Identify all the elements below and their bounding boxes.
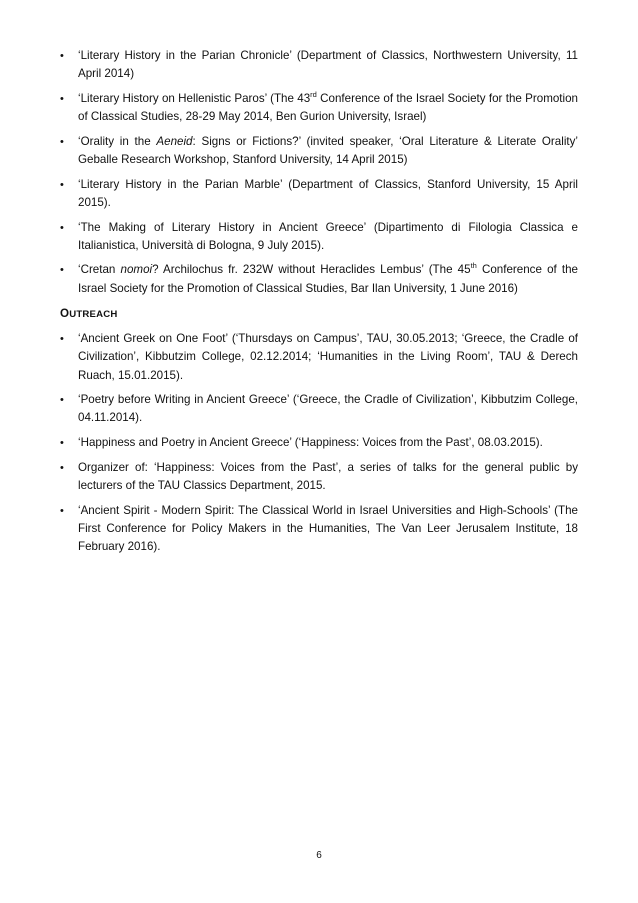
outreach-heading (60, 307, 118, 320)
list-item-text (78, 263, 578, 294)
bullet-icon: • (60, 178, 64, 191)
text-segment: ‘Literary History on Hellenistic Paros’ (The 43 (78, 91, 311, 105)
bullet-icon: • (60, 394, 64, 407)
text-segment: Conference of the Israel Society for the Promotion of Classical Studies, 28-29 May 2014, Ben Gurion University, Israel) (78, 91, 578, 124)
text-segment: ‘Ancient Spirit - Modern Spirit: The Classical World in Israel Universities and High-Schools’ (The First Conference for Policy Makers in the Humanities, The Van Leer Jerusalem Institute, 18 February 2016). (78, 503, 578, 554)
italic-text: Aeneid (156, 134, 193, 148)
bullet-icon: • (60, 504, 64, 517)
talks-list-item (60, 261, 578, 298)
talks-list-item (60, 219, 578, 256)
text-segment: ‘The Making of Literary History in Ancient Greece’ (Dipartimento di Filologia Classica e Italianistica, Università di Bologna, 9 July 2015). (78, 220, 578, 252)
talks-list-item (60, 133, 578, 170)
bullet-icon: • (60, 221, 64, 234)
italic-text: nomoi (120, 263, 153, 277)
list-item-text (78, 49, 578, 80)
list-item-text (78, 393, 578, 424)
text-segment: ‘Happiness and Poetry in Ancient Greece’ (‘Happiness: Voices from the Past’, 08.03.2015). (78, 436, 543, 450)
bullet-icon: • (60, 92, 64, 105)
list-item-text (78, 135, 578, 166)
bullet-icon: • (60, 50, 64, 62)
list-item-text (78, 221, 578, 252)
talks-list-item (60, 176, 578, 213)
outreach-heading-initial: O (60, 307, 70, 320)
text-segment: ‘Cretan (78, 263, 121, 277)
outreach-list (60, 330, 578, 563)
talks-list (60, 47, 578, 304)
outreach-list-item (60, 502, 578, 557)
text-segment: ‘Ancient Greek on One Foot’ (‘Thursdays on Campus’, TAU, 30.05.2013; ‘Greece, the Cradle of Civilization’, Kibbutzim College, 02.12.2014; ‘Humanities in the Living Room’, TAU & Derech Ruach, 15.01.2015). (78, 332, 578, 382)
text-segment: : Signs or Fictions?’ (invited speaker, ‘Oral Literature & Literate Orality’ Geballe Research Workshop, Stanford University, 14 April 2015) (78, 134, 578, 167)
text-segment: ? Archilochus fr. 232W without Heraclides Lembus’ (The 45 (152, 263, 471, 277)
superscript-text: th (470, 261, 477, 271)
list-item-text (78, 89, 578, 124)
outreach-list-item (60, 434, 578, 452)
superscript-text: rd (310, 89, 317, 99)
outreach-heading-rest: UTREACH (69, 309, 118, 320)
bullet-icon: • (60, 264, 64, 277)
list-item-text (78, 436, 543, 449)
outreach-list-item (60, 391, 578, 428)
talks-list-item (60, 47, 578, 84)
text-segment: ‘Literary History in the Parian Marble’ (Department of Classics, Stanford University, 15 April 2015). (78, 177, 578, 209)
text-segment: Conference of the Israel Society for the Promotion of Classical Studies, Bar Ilan University, 1 June 2016) (78, 263, 578, 295)
text-segment: ‘Poetry before Writing in Ancient Greece’ (‘Greece, the Cradle of Civilization’, Kibbutzim College, 04.11.2014). (78, 393, 578, 425)
list-item-text (78, 332, 578, 382)
list-item-text (78, 504, 578, 554)
list-item-text (78, 461, 578, 492)
page-number: 6 (316, 850, 322, 861)
bullet-icon: • (60, 437, 64, 450)
text-segment: ‘Orality in the (78, 134, 157, 148)
outreach-list-item (60, 459, 578, 496)
bullet-icon: • (60, 461, 64, 474)
bullet-icon: • (60, 333, 64, 345)
text-segment: Organizer of: ‘Happiness: Voices from the Past’, a series of talks for the general public by lecturers of the TAU Classics Department, 2015. (78, 460, 578, 492)
outreach-list-item (60, 330, 578, 385)
text-segment: ‘Literary History in the Parian Chronicle’ (Department of Classics, Northwestern University, 11 April 2014) (78, 49, 578, 81)
bullet-icon: • (60, 135, 64, 148)
list-item-text (78, 178, 578, 209)
talks-list-item (60, 90, 578, 127)
